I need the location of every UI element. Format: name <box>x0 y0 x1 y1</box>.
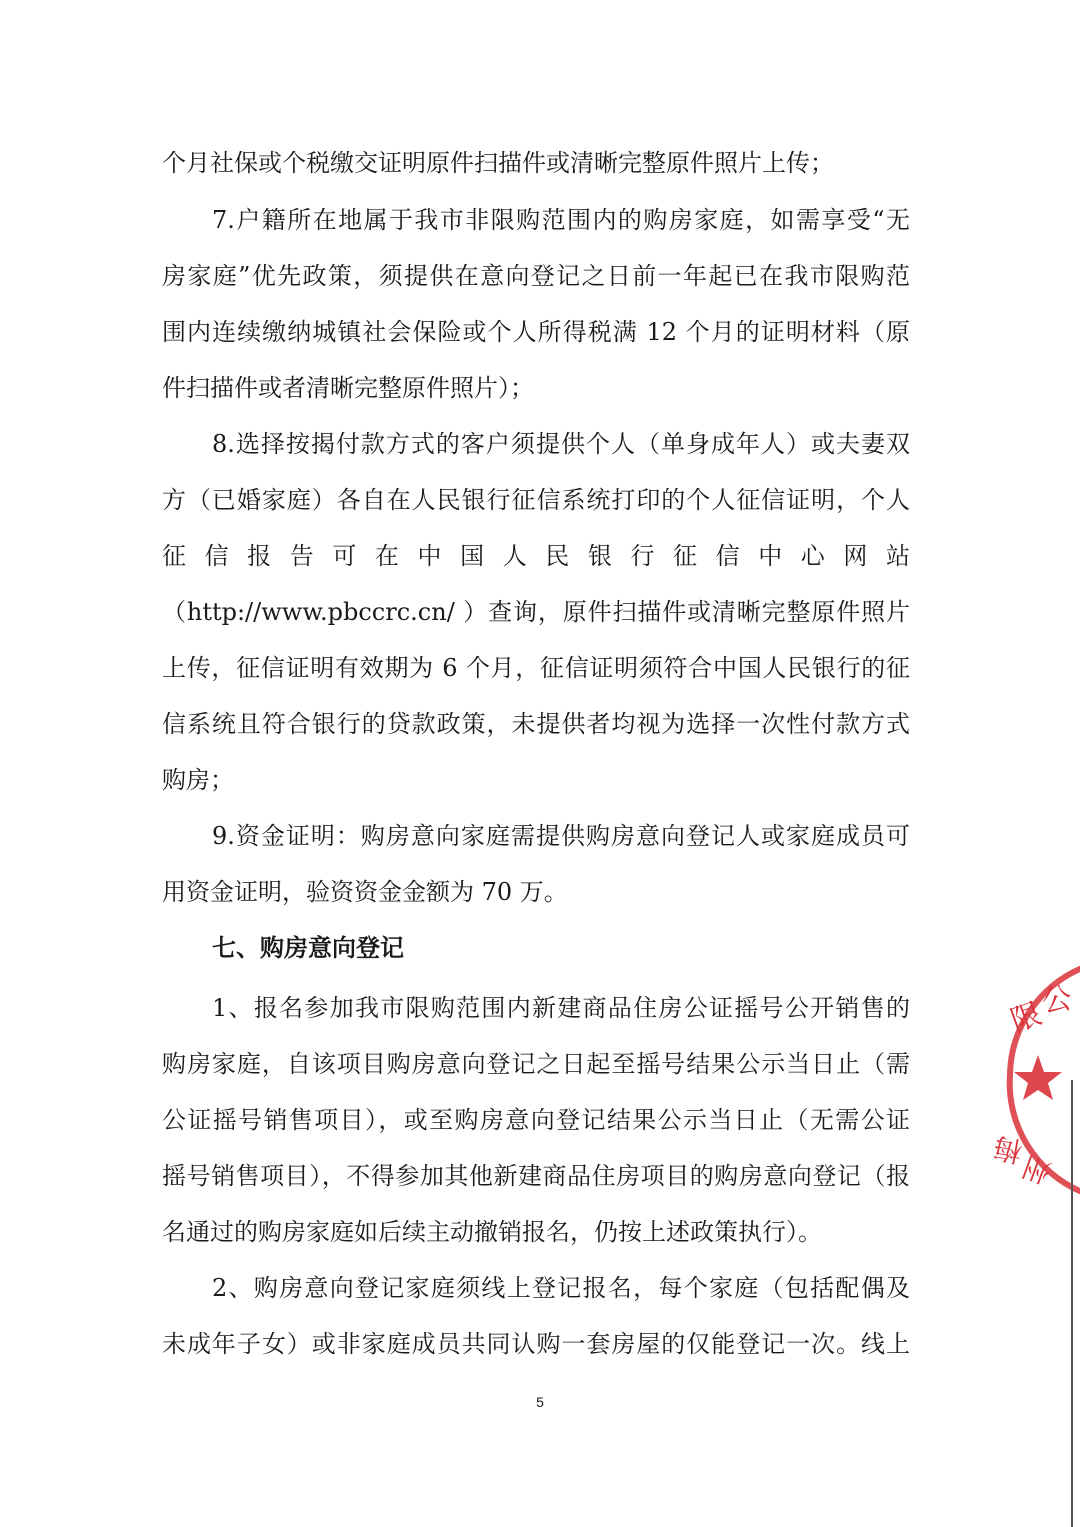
paragraph-line: 信系统且符合银行的贷款政策，未提供者均视为选择一次性付款方式 <box>162 710 910 738</box>
svg-text:梅: 梅 <box>991 1130 1025 1168</box>
company-seal-stamp <box>990 960 1080 1210</box>
paragraph-line: 购房家庭，自该项目购房意向登记之日起至摇号结果公示当日止（需 <box>162 1050 910 1078</box>
paragraph-line: 上传，征信证明有效期为 6 个月，征信证明须符合中国人民银行的征 <box>162 654 910 682</box>
paragraph-line: 名通过的购房家庭如后续主动撤销报名，仍按上述政策执行）。 <box>162 1218 822 1246</box>
svg-text:州: 州 <box>1017 1149 1056 1190</box>
paragraph-line: 件扫描件或者清晰完整原件照片）； <box>162 374 534 402</box>
paragraph-line: 公证摇号销售项目），或至购房意向登记结果公示当日止（无需公证 <box>162 1106 910 1134</box>
paragraph-line: 2、购房意向登记家庭须线上登记报名，每个家庭（包括配偶及 <box>212 1274 910 1302</box>
paragraph-line: 房家庭”优先政策，须提供在意向登记之日前一年起已在我市限购范 <box>162 262 910 290</box>
section-heading: 七、购房意向登记 <box>212 934 404 962</box>
paragraph-line: 摇号销售项目），不得参加其他新建商品住房项目的购房意向登记（报 <box>162 1162 910 1190</box>
paragraph-line: 8.选择按揭付款方式的客户须提供个人（单身成年人）或夫妻双 <box>212 430 910 458</box>
paragraph-line: 围内连续缴纳城镇社会保险或个人所得税满 12 个月的证明材料（原 <box>162 318 910 346</box>
page-number: 5 <box>536 1394 544 1410</box>
svg-text:限: 限 <box>1006 996 1047 1040</box>
paragraph-line: 9.资金证明：购房意向家庭需提供购房意向登记人或家庭成员可 <box>212 822 910 850</box>
paragraph-line: 征 信 报 告 可 在 中 国 人 民 银 行 征 信 中 心 网 站 <box>162 542 910 570</box>
paragraph-line: 1、报名参加我市限购范围内新建商品住房公证摇号公开销售的 <box>212 994 910 1022</box>
paragraph-line: 用资金证明，验资资金金额为 70 万。 <box>162 878 568 906</box>
scan-edge-line <box>1071 1080 1073 1527</box>
paragraph-line: 个月社保或个税缴交证明原件扫描件或清晰完整原件照片上传； <box>162 149 834 177</box>
paragraph-line: 方（已婚家庭）各自在人民银行征信系统打印的个人征信证明，个人 <box>162 486 910 514</box>
paragraph-line: （http://www.pbccrc.cn/ ）查询，原件扫描件或清晰完整原件照片 <box>162 598 910 626</box>
paragraph-line: 购房； <box>162 766 234 794</box>
paragraph-line: 未成年子女）或非家庭成员共同认购一套房屋的仅能登记一次。线上 <box>162 1330 910 1358</box>
paragraph-line: 7.户籍所在地属于我市非限购范围内的购房家庭，如需享受“无 <box>212 206 910 234</box>
svg-text:公: 公 <box>1039 980 1075 1020</box>
